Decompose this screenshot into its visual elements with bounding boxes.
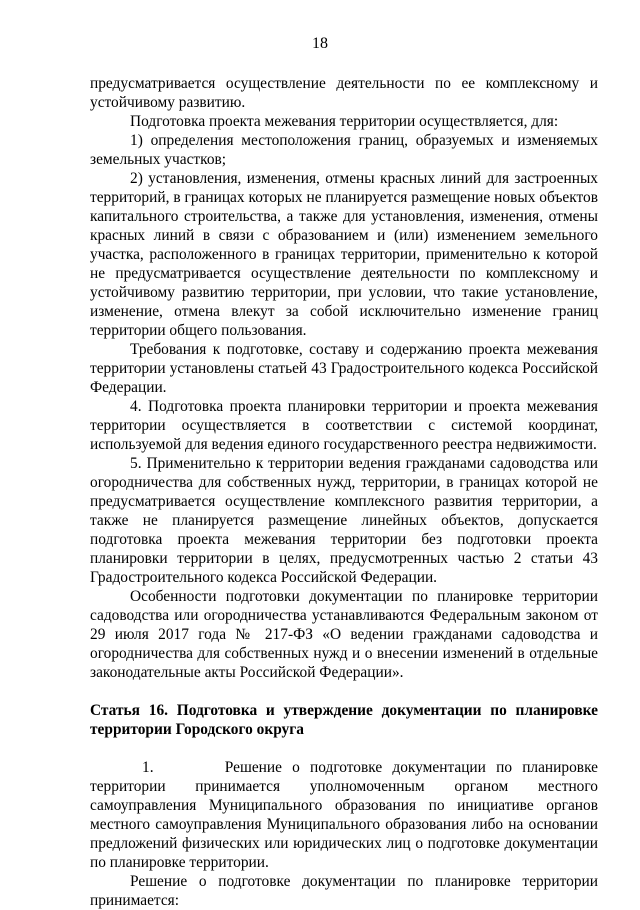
page-number: 18: [312, 35, 328, 52]
list-item: 2) установления, изменения, отмены красных линий для застроенных территорий, в границах которых не планируется размещение новых объектов капитального строительства, а также для установления, изменения, отмены красных линий в связи с образованием и (или) изменением земельного участка, расположенного в границах территории, применительно к которой не предусматривается осуществление деятельности по комплексному и устойчивому развитию территории, при условии, что такие установление, изменение, отмена влекут за собой исключительно изменение границ территории общего пользования.: [90, 170, 598, 339]
paragraph: Особенности подготовки документации по планировке территории садоводства или огородничества устанавливаются Федеральным законом от 29 июля 2017 года № 217-ФЗ «О ведении гражданами садоводства и огородничества для собственных нужд и о внесении изменений в отдельные законодательные акты Российской Федерации».: [90, 588, 598, 681]
paragraph: Требования к подготовке, составу и содержанию проекта межевания территории установлены статьей 43 Градостроительного кодекса Российской Федерации.: [90, 341, 598, 396]
paragraph: Подготовка проекта межевания территории осуществляется, для:: [130, 113, 559, 130]
article-heading: Статья 16. Подготовка и утверждение документации по планировке территории Городского округа: [90, 702, 598, 738]
list-item: 1) определения местоположения границ, образуемых и изменяемых земельных участков;: [90, 132, 598, 168]
paragraph: предусматривается осуществление деятельности по ее комплексному и устойчивому развитию.: [90, 75, 598, 111]
document-body: [90, 74, 598, 910]
paragraph: Решение о подготовке документации по планировке территории принимается:: [90, 873, 598, 909]
numbered-paragraph: 1. Решение о подготовке документации по планировке территории принимается уполномоченным органом местного самоуправления Муниципального образования по инициативе органов местного самоуправления Муниципального образования либо на основании предложений физических или юридических лиц о подготовке документации по планировке территории.: [90, 759, 598, 871]
numbered-paragraph: 4. Подготовка проекта планировки территории и проекта межевания территории осуществляется в соответствии с системой координат, используемой для ведения единого государственного реестра недвижимости.: [90, 398, 598, 453]
numbered-paragraph: 5. Применительно к территории ведения гражданами садоводства или огородничества для собственных нужд, территории, в границах которой не предусматривается осуществление комплексного развития территории, а также не планируется размещение линейных объектов, допускается подготовка проекта межевания территории без подготовки проекта планировки территории в целях, предусмотренных частью 2 статьи 43 Градостроительного кодекса Российской Федерации.: [90, 455, 598, 586]
